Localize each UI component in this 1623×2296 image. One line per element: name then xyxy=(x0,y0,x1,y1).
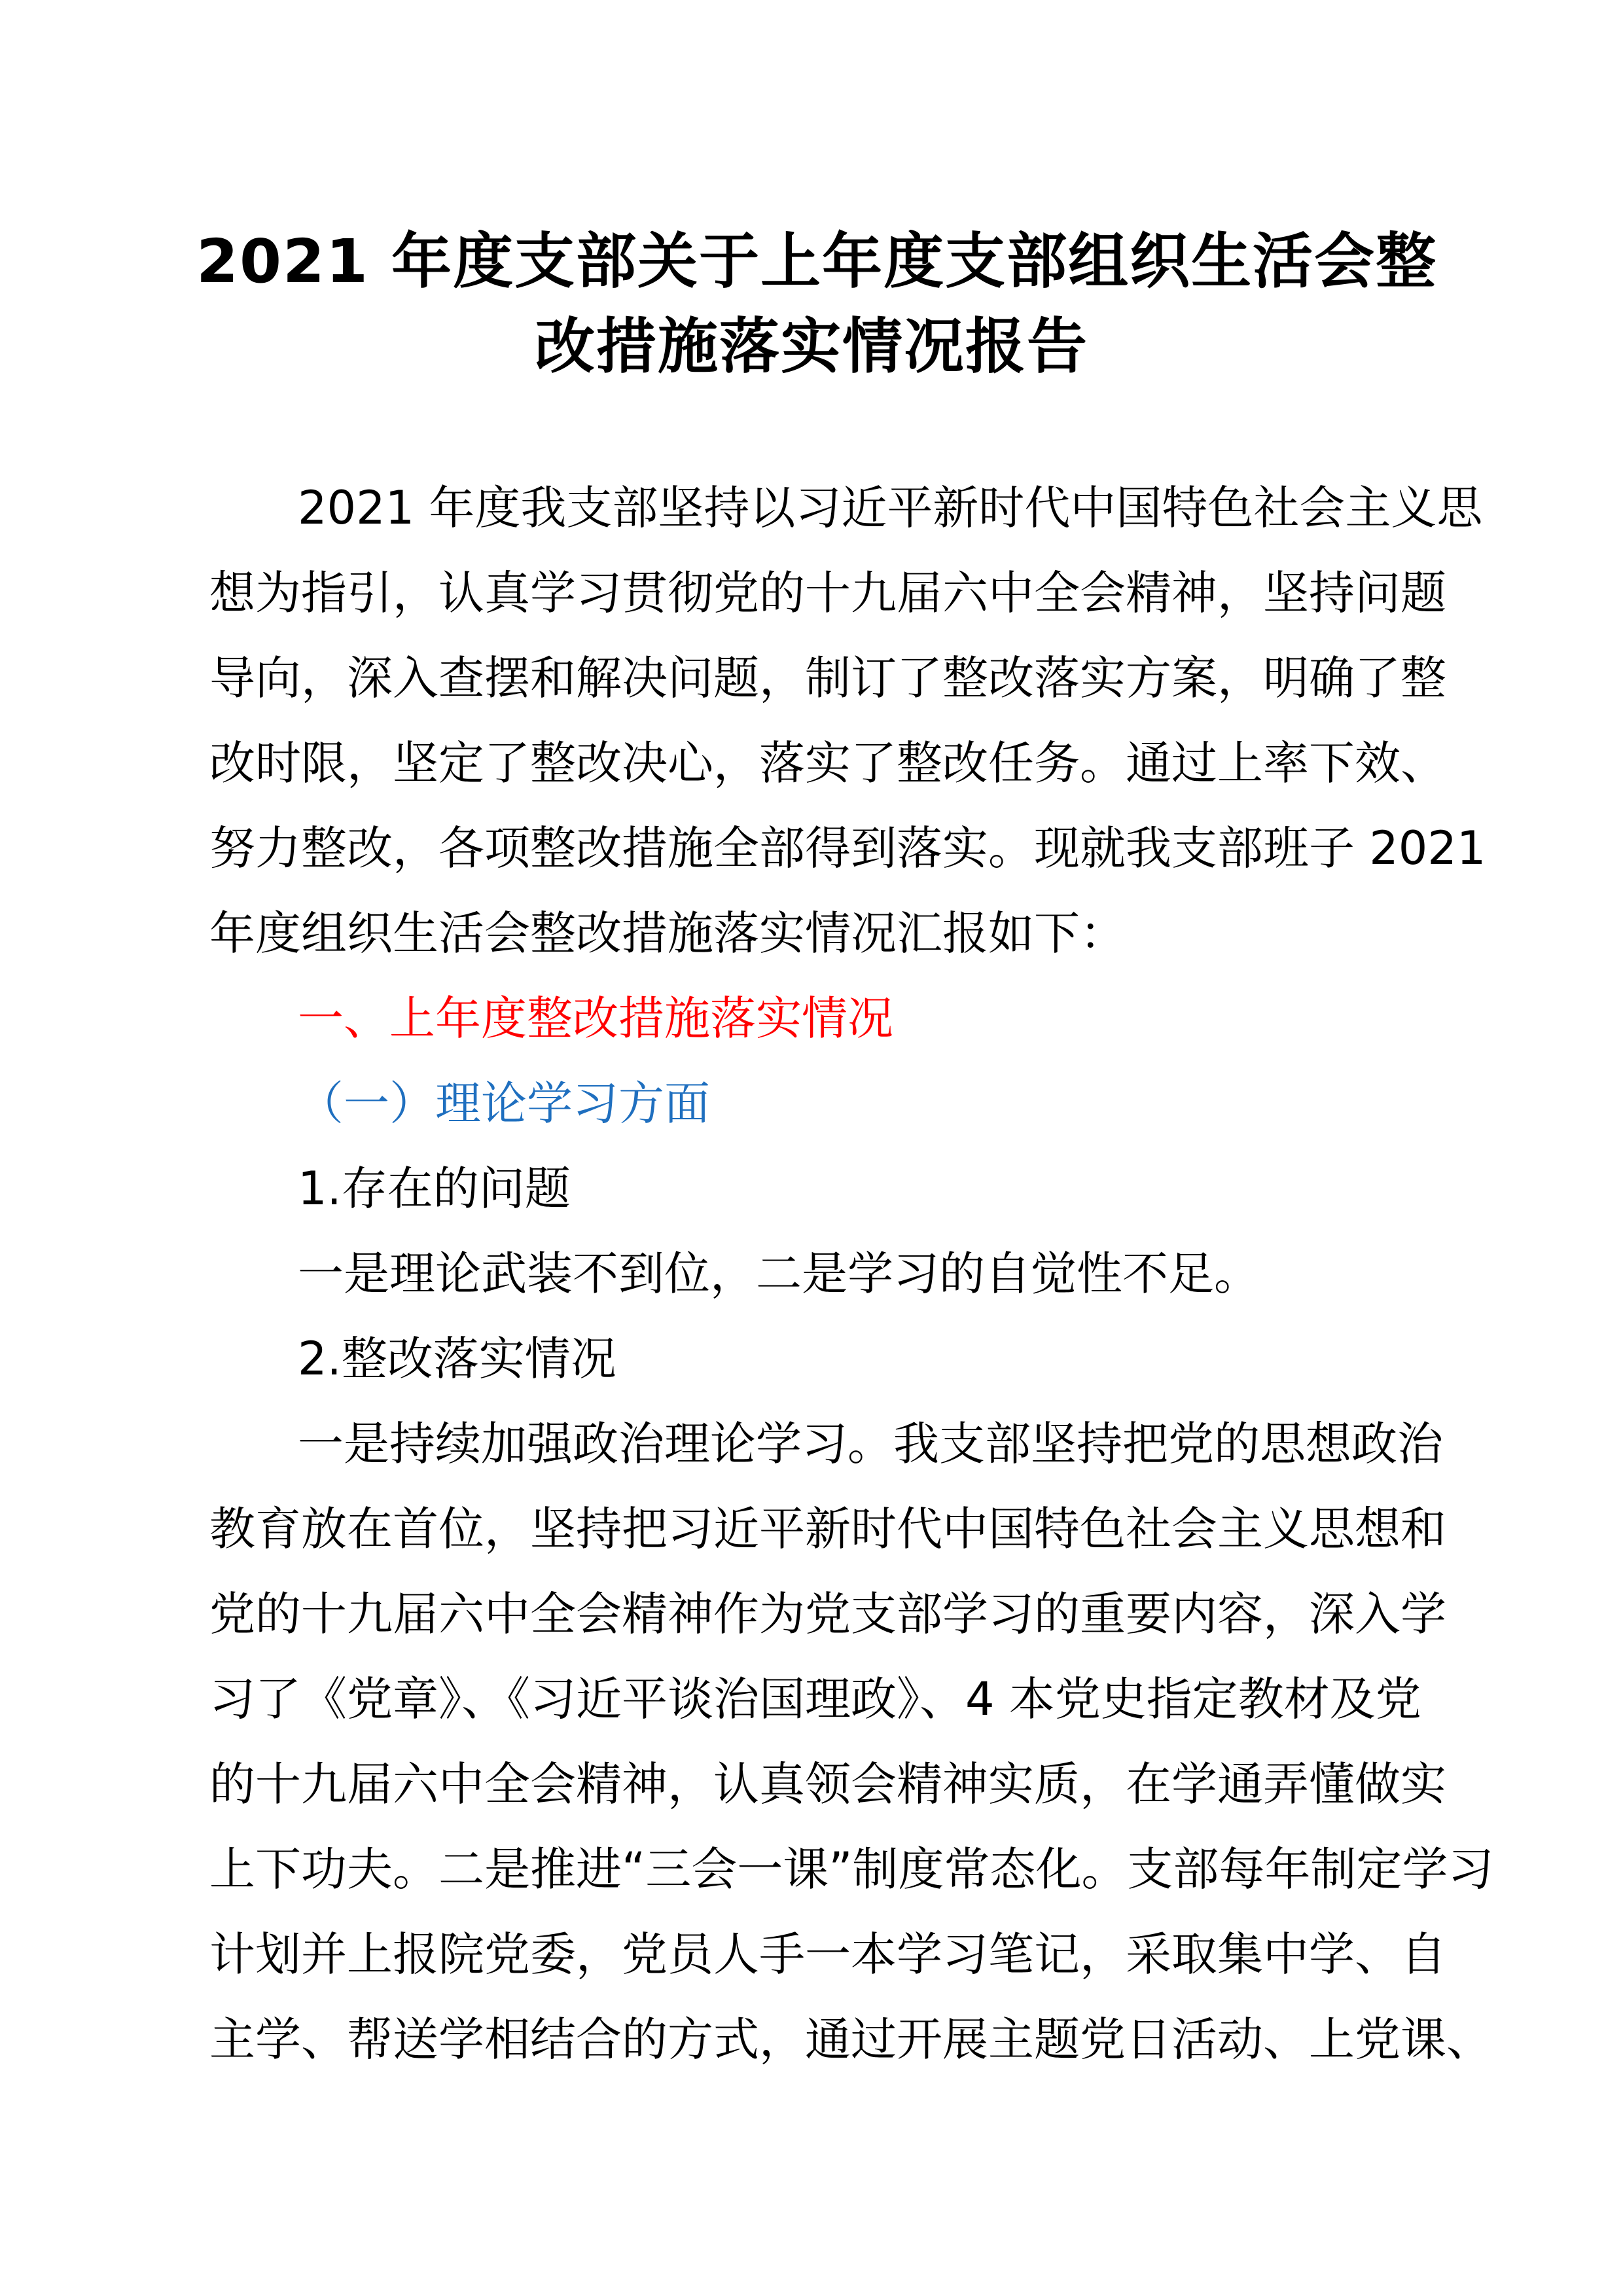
document-title-line-1: 2021 年度支部关于上年度支部组织生活会整 xyxy=(196,226,1438,296)
intro-paragraph-line-2: 想为指引，认真学习贯彻党的十九届六中全会精神，坚持问题 xyxy=(209,566,1446,620)
intro-paragraph-line-5: 努力整改，各项整改措施全部得到落实。现就我支部班子 2021 xyxy=(209,821,1486,875)
existing-problems-text: 一是理论武装不到位，二是学习的自觉性不足。 xyxy=(298,1247,1260,1300)
body-paragraph-line-4: 习了《党章》、《习近平谈治国理政》、4 本党史指定教材及党 xyxy=(209,1672,1421,1726)
document-title-line-2: 改措施落实情况报告 xyxy=(534,312,1088,382)
subsection-heading-theory-study: （一）理论学习方面 xyxy=(298,1077,710,1130)
item-rectification-status: 2.整改落实情况 xyxy=(298,1332,616,1386)
body-paragraph-line-7: 计划并上报院党委，党员人手一本学习笔记，采取集中学、自 xyxy=(209,1928,1446,1981)
intro-paragraph-line-3: 导向，深入查摆和解决问题，制订了整改落实方案，明确了整 xyxy=(209,651,1446,705)
intro-paragraph-line-4: 改时限，坚定了整改决心，落实了整改任务。通过上率下效、 xyxy=(209,736,1446,790)
body-paragraph-line-8: 主学、帮送学相结合的方式，通过开展主题党日活动、上党课、 xyxy=(209,2013,1492,2066)
body-paragraph-line-6: 上下功夫。二是推进“三会一课”制度常态化。支部每年制定学习 xyxy=(209,1842,1494,1896)
body-paragraph-line-1: 一是持续加强政治理论学习。我支部坚持把党的思想政治 xyxy=(298,1417,1443,1471)
intro-paragraph-line-6: 年度组织生活会整改措施落实情况汇报如下： xyxy=(209,906,1126,960)
body-paragraph-line-5: 的十九届六中全会精神，认真领会精神实质，在学通弄懂做实 xyxy=(209,1757,1446,1811)
intro-paragraph-line-1: 2021 年度我支部坚持以习近平新时代中国特色社会主义思 xyxy=(298,481,1483,535)
item-existing-problems: 1.存在的问题 xyxy=(298,1162,571,1215)
section-heading-1: 一、上年度整改措施落实情况 xyxy=(298,992,893,1045)
body-paragraph-line-2: 教育放在首位，坚持把习近平新时代中国特色社会主义思想和 xyxy=(209,1502,1446,1556)
body-paragraph-line-3: 党的十九届六中全会精神作为党支部学习的重要内容，深入学 xyxy=(209,1587,1446,1641)
